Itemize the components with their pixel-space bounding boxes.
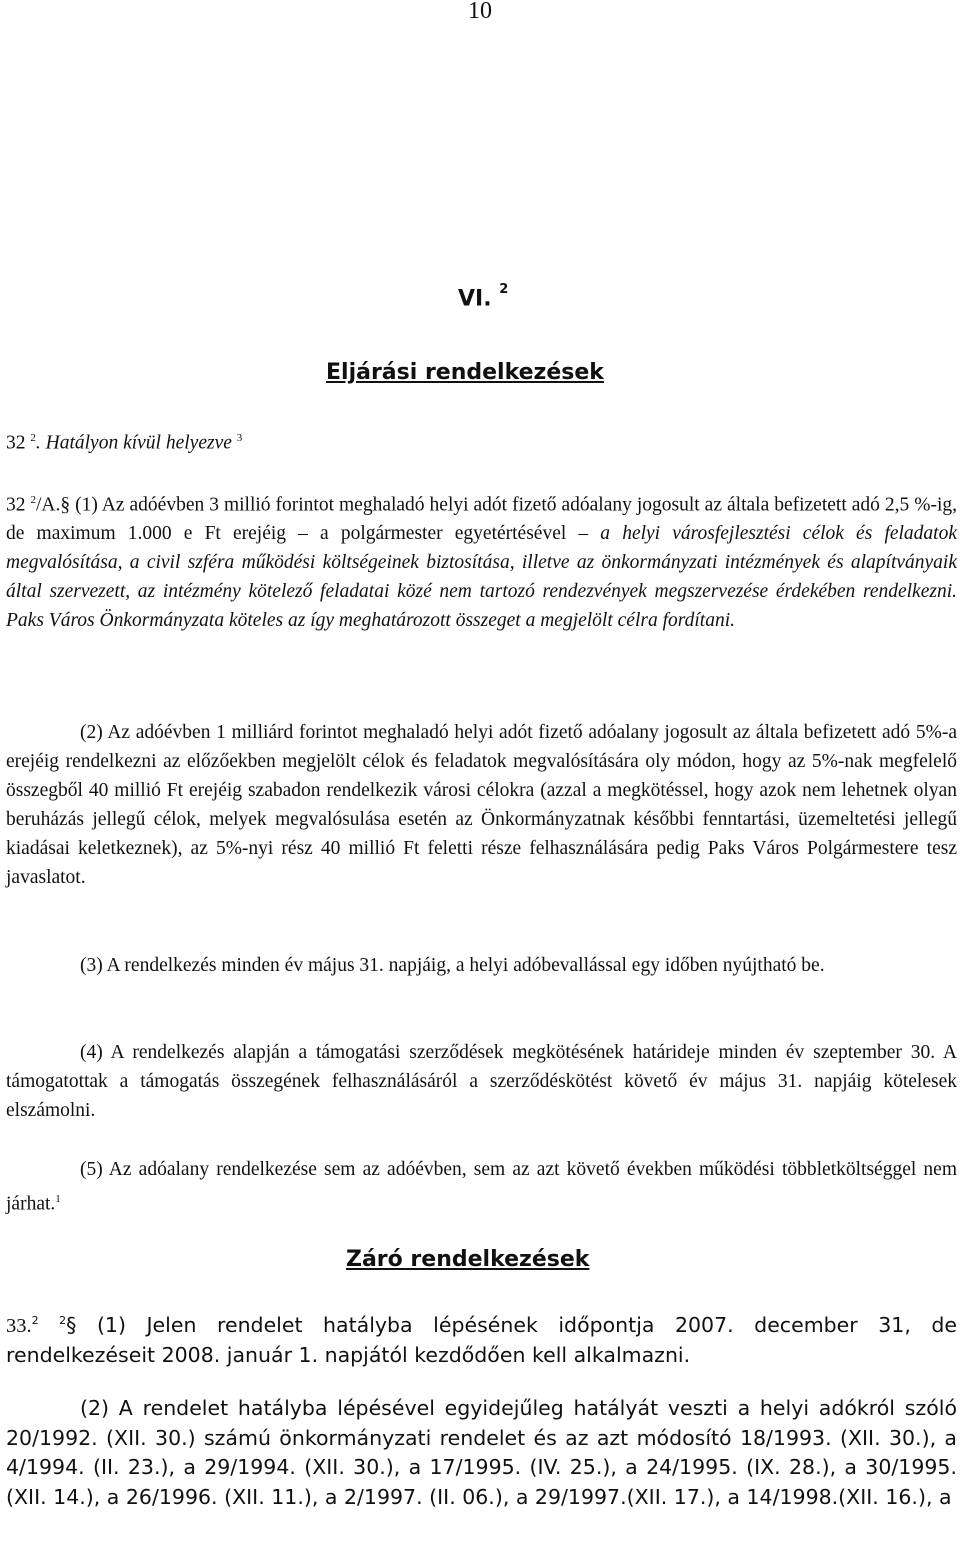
heading-closing: Záró rendelkezések: [346, 1247, 590, 1272]
paragraph-5: [6, 1156, 957, 1219]
paragraph-4: (4) A rendelkezés alapján a támogatási szerződések megkötésének határideje minden év szeptember 30. A támogatottak a támogatás összegének felhasználásáról a szerződéskötést követő év május 31. napjáig kötelesek elszámolni.: [6, 1042, 957, 1121]
section-32a-italic-2: Paks Város Önkormányzata köteles az így meghatározott összeget a megjelölt célra fordítani.: [6, 610, 735, 632]
section-number: 32: [6, 432, 26, 454]
section-number: 33.: [6, 1314, 32, 1337]
page-number: 10: [468, 0, 492, 24]
section-32: [6, 424, 242, 458]
section-sign: §: [66, 1312, 77, 1337]
section-sign: §: [60, 494, 71, 516]
paragraph-5-text: (5) Az adóalany rendelkezése sem az adóévben, sem az azt követő években működési többletköltséggel nem járhat.: [6, 1159, 957, 1215]
section-32a-line2a: általa befizetett adó 2,5 %-ig, de maximum 1.: [6, 494, 958, 545]
section-32a: [6, 486, 957, 636]
chapter-numeral: VI.: [458, 286, 492, 312]
chapter-footnote: 2: [499, 282, 509, 297]
section-number: 32: [6, 494, 26, 516]
section-32a-line1: (1) Az adóévben 3 millió forintot meghaladó helyi adót fizető adóalany jogosult az: [75, 494, 722, 516]
section-33-paragraph-2: (2) A rendelet hatályba lépésével egyidejűleg hatályát veszti a helyi adókról szóló 20/1992. (XII. 30.) számú önkormányzati rendelet és az azt módosító 18/1993. (XII. 30.), a 4/1994. (II. 23.), a 29/1994. (XII. 30.), a 17/1995. (IV. 25.), a 24/1995. (IX. 28.), a 30/1995. (XII. 14.), a 26/1996. (XII. 11.), a 2/1997. (II. 06.), a 29/1997.(XII. 17.), a 14/1998.(XII. 16.), a: [6, 1396, 957, 1509]
section-32-text: . Hatályon kívül helyezve: [35, 432, 232, 454]
section-32a-italic: – a helyi városfejlesztési célok és feladatok megvalósítása, a civil szféra működési költségeinek biztosítása, illetve az önkormányzati intézmények és alapítványaik által szervezett, az intézmény kötelező feladatai közé nem tartozó rendezvények megszervezése érdekében rendelkezni.: [6, 523, 958, 603]
section-32a-line2b: 000 e Ft erejéig – a polgármester egyetértésével: [142, 523, 567, 545]
footnote-ref: 2: [30, 494, 36, 506]
paragraph-2: (2) Az adóévben 1 milliárd forintot meghaladó helyi adót fizető adóalany jogosult az általa befizetett adó 5%-a erejéig rendelkezni az előzőekben megjelölt célok és feladatok megvalósítására oly módon, hogy az 5%-nak megfelelő összegből 40 millió Ft erejéig szabadon rendelkezik városi célokra (azzal a megkötéssel, hogy azok nem lehetnek olyan beruházás jellegű célok, melyek megvalósulása esetén az Önkormányzatnak későbbi fenntartási, üzemeltetési jellegű kiadásai keletkeznek), az 5%-nyi rész 40 millió Ft feletti része felhasználására pedig Paks Város Polgármestere tesz javaslatot.: [6, 722, 957, 888]
footnote-ref: 1: [55, 1192, 61, 1205]
chapter-heading: [458, 282, 509, 312]
footnote-ref: 3: [236, 432, 243, 444]
paragraph-3: (3) A rendelkezés minden év május 31. napjáig, a helyi adóbevallással egy időben nyújtható be.: [80, 955, 825, 976]
footnote-ref: 2: [30, 432, 36, 444]
section-33: [6, 1306, 957, 1371]
heading-procedural: Eljárási rendelkezések: [326, 360, 604, 385]
section-33-text: (1) Jelen rendelet hatályba lépésének időpontja 2007. december 31, de rendelkezéseit 2008. január 1. napjától kezdődően kell alkalmazni.: [6, 1312, 957, 1368]
footnote-ref: 2: [31, 1314, 39, 1327]
footnote-ref: 2: [59, 1314, 67, 1327]
section-label: /A.: [36, 494, 61, 516]
